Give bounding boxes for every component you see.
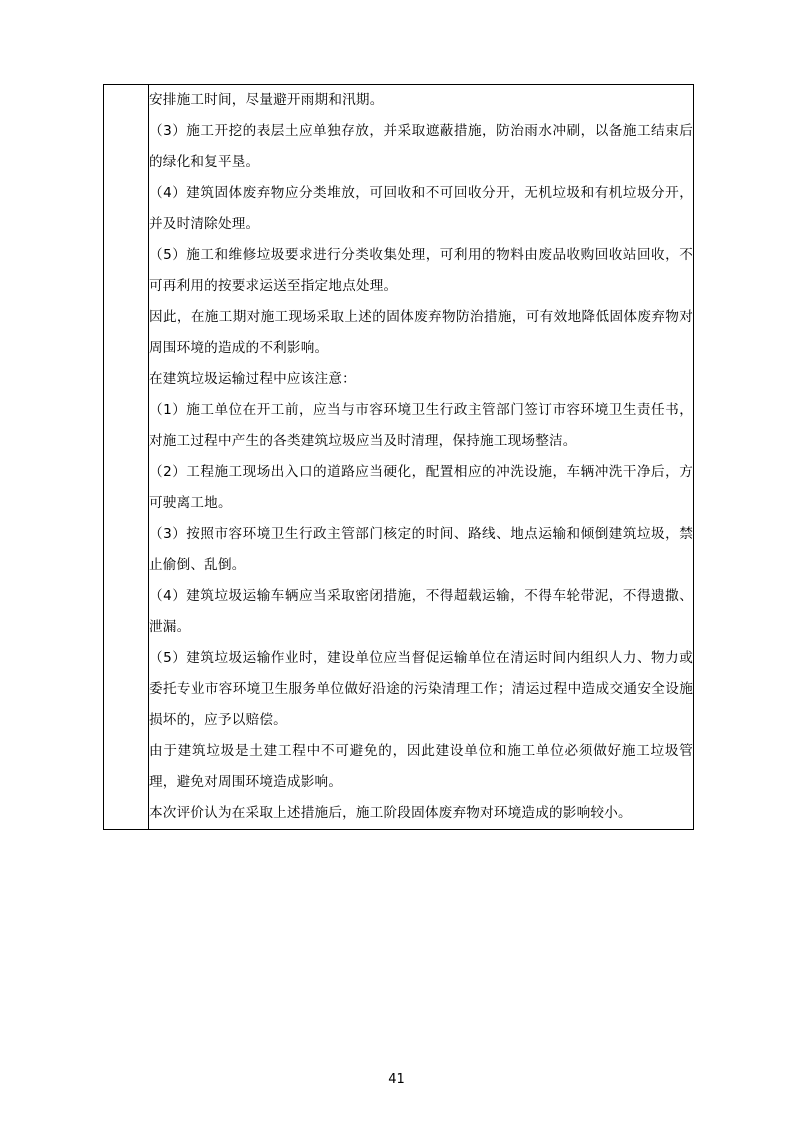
paragraph-1: 安排施工时间，尽量避开雨期和汛期。 — [149, 92, 384, 108]
paragraph-8: （2）工程施工现场出入口的道路应当硬化，配置相应的冲洗设施，车辆冲洗干净后，方可驶离工地。 — [149, 464, 693, 511]
paragraph-12: 由于建筑垃圾是土建工程中不可避免的，因此建设单位和施工单位必须做好施工垃圾管理，避免对周围环境造成影响。 — [149, 743, 693, 790]
content-column-cell — [149, 85, 694, 830]
paragraph-6: 在建筑垃圾运输过程中应该注意： — [149, 371, 356, 387]
table-row — [104, 85, 694, 830]
paragraph-11: （5）建筑垃圾运输作业时，建设单位应当督促运输单位在清运时间内组织人力、物力或委托专业市容环境卫生服务单位做好沿途的污染清理工作；清运过程中造成交通安全设施损坏的，应予以赔偿。 — [149, 650, 693, 728]
paragraph-13: 本次评价认为在采取上述措施后，施工阶段固体废弃物对环境造成的影响较小。 — [149, 805, 632, 821]
page-number: 41 — [388, 1072, 405, 1087]
paragraph-2: （3）施工开挖的表层土应单独存放，并采取遮蔽措施，防治雨水冲刷，以备施工结束后的绿化和复平垦。 — [149, 123, 693, 170]
paragraph-10: （4）建筑垃圾运输车辆应当采取密闭措施，不得超载运输，不得车轮带泥，不得遗撒、泄漏。 — [149, 588, 693, 635]
content-table — [103, 84, 694, 830]
body-text-block — [149, 85, 693, 829]
paragraph-7: （1）施工单位在开工前，应当与市容环境卫生行政主管部门签订市容环境卫生责任书，对施工过程中产生的各类建筑垃圾应当及时清理，保持施工现场整洁。 — [149, 402, 693, 449]
paragraph-4: （5）施工和维修垃圾要求进行分类收集处理，可利用的物料由废品收购回收站回收，不可再利用的按要求运送至指定地点处理。 — [149, 247, 693, 294]
paragraph-9: （3）按照市容环境卫生行政主管部门核定的时间、路线、地点运输和倾倒建筑垃圾，禁止偷倒、乱倒。 — [149, 526, 693, 573]
label-column-cell — [104, 85, 149, 830]
paragraph-3: （4）建筑固体废弃物应分类堆放，可回收和不可回收分开，无机垃圾和有机垃圾分开，并及时清除处理。 — [149, 185, 693, 232]
paragraph-5: 因此，在施工期对施工现场采取上述的固体废弃物防治措施，可有效地降低固体废弃物对周围环境的造成的不利影响。 — [149, 309, 693, 356]
